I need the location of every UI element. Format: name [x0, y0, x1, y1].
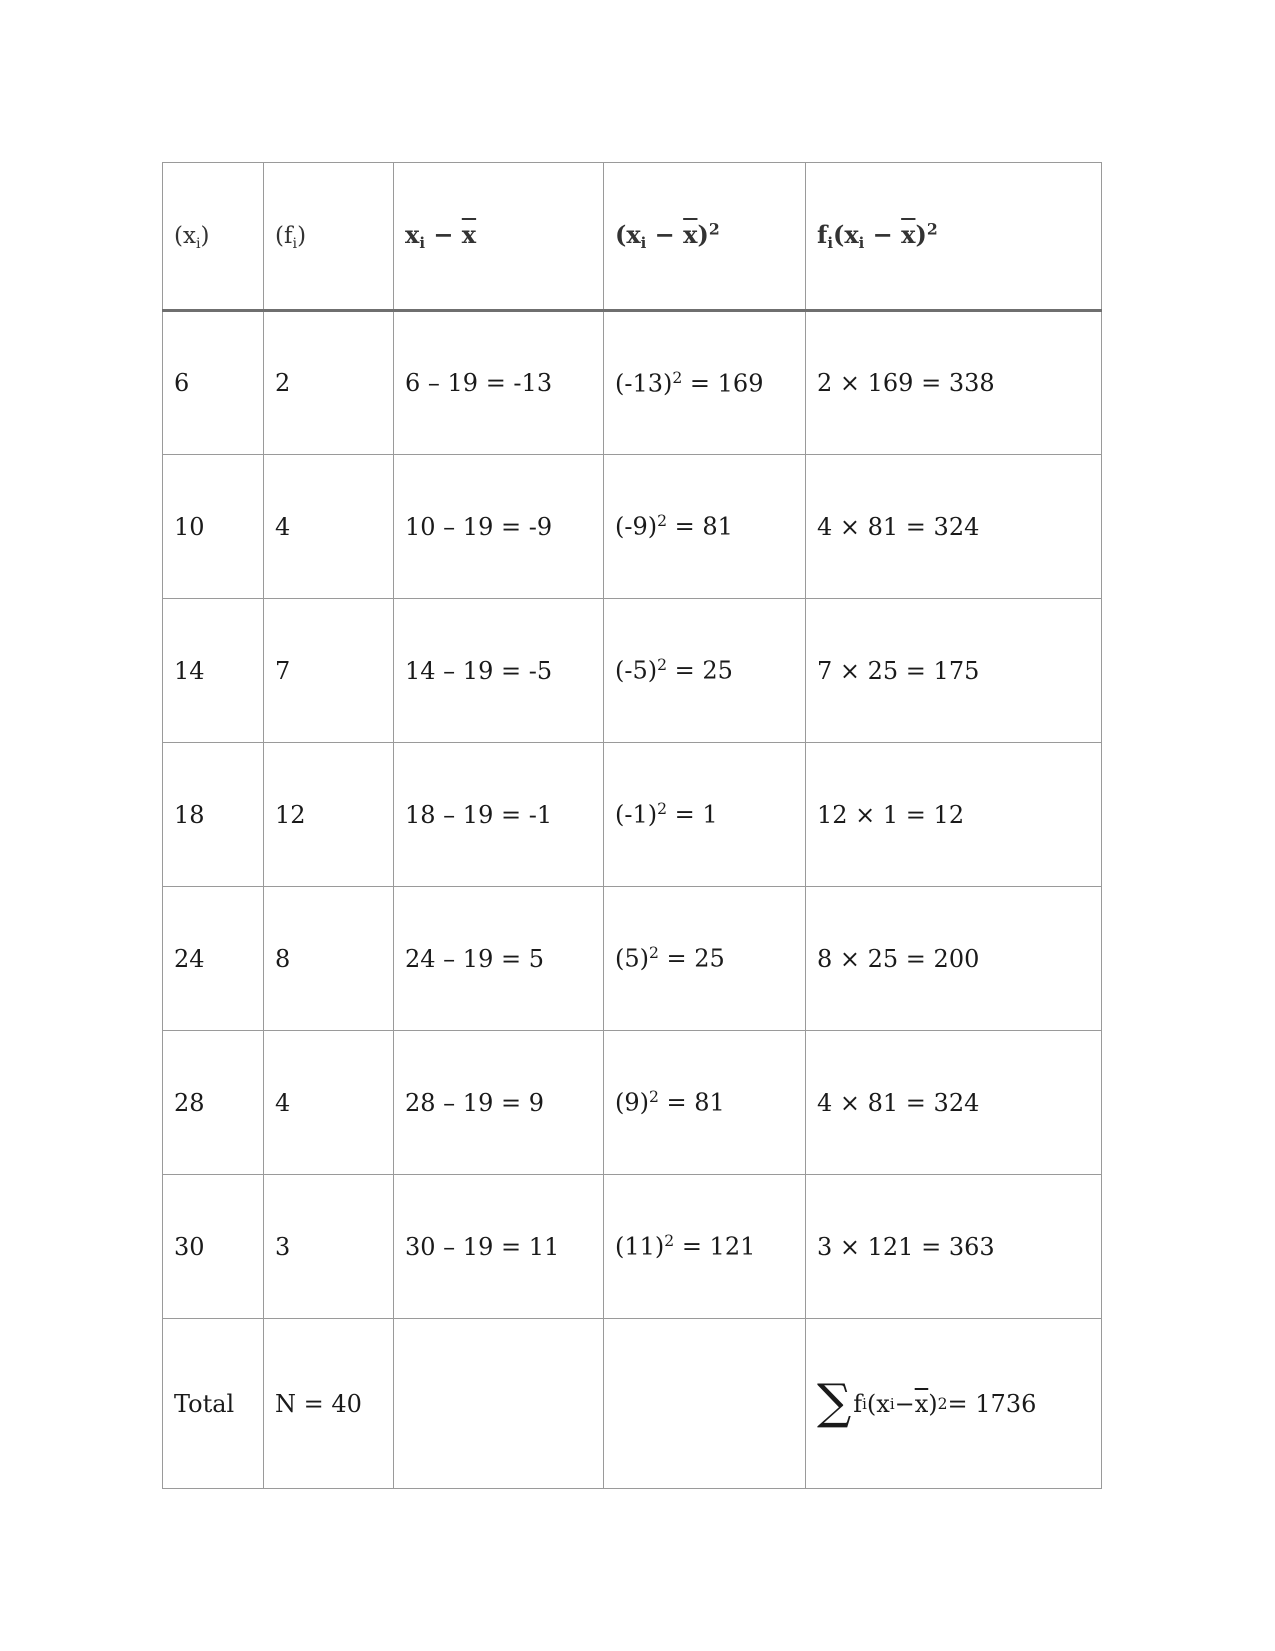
- total-n: N = 40: [264, 1319, 394, 1489]
- cell-weighted: 7 × 25 = 175: [806, 599, 1102, 743]
- cell-squared-pow: 2: [657, 512, 668, 531]
- cell-squared: [604, 1031, 806, 1175]
- header-squared-formula: [615, 219, 720, 253]
- header-weighted-formula: [817, 219, 938, 253]
- sum-f: f: [853, 1389, 863, 1418]
- sum-value: = 1736: [947, 1389, 1037, 1418]
- cell-squared-result: = 81: [667, 512, 733, 541]
- sum-xbar: $\overline{x}$: [914, 1389, 929, 1418]
- cell-x: 24: [163, 887, 264, 1031]
- cell-squared: [604, 455, 806, 599]
- cell-squared-base: (5): [615, 944, 649, 973]
- cell-squared: [604, 887, 806, 1031]
- cell-squared-pow: 2: [657, 656, 668, 675]
- cell-squared-result: = 121: [674, 1232, 756, 1261]
- cell-squared-base: (-5): [615, 656, 658, 685]
- cell-squared-pow: 2: [657, 800, 668, 819]
- cell-squared-result: = 169: [682, 369, 764, 398]
- cell-weighted: 4 × 81 = 324: [806, 455, 1102, 599]
- cell-deviation: 30 – 19 = 11: [394, 1175, 604, 1319]
- table-row: [163, 1031, 1102, 1175]
- header-fi-close: ): [297, 222, 307, 249]
- sum-x-sub: i: [889, 1394, 895, 1413]
- cell-squared-base: (-9): [615, 512, 658, 541]
- cell-x: 18: [163, 743, 264, 887]
- cell-f: 4: [264, 455, 394, 599]
- sum-pow: 2: [937, 1394, 948, 1413]
- frequency-deviation-table: [162, 162, 1102, 1489]
- header-fsq-sub: i: [858, 234, 865, 253]
- cell-x: 10: [163, 455, 264, 599]
- table-row: [163, 455, 1102, 599]
- header-sq-sub: i: [640, 234, 647, 253]
- header-fi-sub: i: [292, 235, 298, 252]
- header-fsq-close: ): [915, 220, 927, 250]
- cell-deviation: 24 – 19 = 5: [394, 887, 604, 1031]
- total-label: Total: [163, 1319, 264, 1489]
- header-fsq-open: (x: [832, 220, 859, 250]
- cell-squared: [604, 311, 806, 455]
- cell-squared-result: = 1: [667, 800, 718, 829]
- cell-squared: [604, 743, 806, 887]
- cell-f: 8: [264, 887, 394, 1031]
- cell-squared-base: (11): [615, 1232, 665, 1261]
- header-dev-x: x: [405, 219, 420, 249]
- table-row: [163, 1175, 1102, 1319]
- header-sq-minus: −: [646, 220, 684, 250]
- cell-f: 3: [264, 1175, 394, 1319]
- sum-minus: −: [894, 1389, 915, 1418]
- cell-squared-base: (-1): [615, 800, 658, 829]
- cell-deviation: 14 – 19 = -5: [394, 599, 604, 743]
- cell-squared-result: = 81: [658, 1088, 725, 1117]
- total-empty-squared: [604, 1319, 806, 1489]
- header-sq-close: ): [697, 220, 709, 250]
- cell-x: 28: [163, 1031, 264, 1175]
- cell-weighted: 4 × 81 = 324: [806, 1031, 1102, 1175]
- header-deviation-formula: [405, 219, 477, 253]
- header-fsq-xbar: $\overline{x}$: [901, 220, 916, 250]
- total-row: [163, 1319, 1102, 1489]
- sigma-icon: ∑: [817, 1373, 852, 1430]
- header-fsq-minus: −: [864, 220, 902, 250]
- header-deviation: [394, 163, 604, 311]
- cell-deviation: 6 – 19 = -13: [394, 311, 604, 455]
- header-dev-xbar: $\overline{x}$: [461, 219, 477, 249]
- table-row: [163, 311, 1102, 455]
- header-weighted-squared: [806, 163, 1102, 311]
- sum-formula: [817, 1373, 1037, 1430]
- header-dev-minus: −: [424, 219, 462, 249]
- cell-f: 12: [264, 743, 394, 887]
- header-sq-pow: 2: [708, 219, 720, 239]
- cell-weighted: 8 × 25 = 200: [806, 887, 1102, 1031]
- cell-squared: [604, 599, 806, 743]
- table-header-row: [163, 163, 1102, 311]
- header-fsq-pow: 2: [926, 219, 938, 239]
- cell-squared-pow: 2: [649, 1088, 659, 1107]
- table-row: [163, 887, 1102, 1031]
- sum-close: ): [928, 1389, 938, 1418]
- cell-f: 2: [264, 311, 394, 455]
- header-xi-open: (x: [174, 222, 196, 249]
- cell-f: 7: [264, 599, 394, 743]
- total-empty-deviation: [394, 1319, 604, 1489]
- header-sq-open: (x: [615, 220, 641, 250]
- header-sq-xbar: $\overline{x}$: [683, 220, 698, 250]
- header-squared-deviation: [604, 163, 806, 311]
- cell-squared-pow: 2: [672, 368, 683, 387]
- sum-open: (x: [866, 1389, 890, 1418]
- header-xi-label: [174, 222, 210, 252]
- cell-f: 4: [264, 1031, 394, 1175]
- header-xi-sub: i: [195, 235, 201, 252]
- cell-squared-pow: 2: [649, 944, 659, 963]
- header-dev-sub: i: [419, 234, 425, 253]
- header-fsq-fsub: i: [827, 234, 833, 253]
- header-fi-label: [275, 222, 307, 252]
- header-fsq-f: f: [817, 220, 828, 250]
- cell-squared-result: = 25: [658, 944, 725, 973]
- header-fi-open: (f: [275, 222, 293, 249]
- header-fi: [264, 163, 394, 311]
- cell-deviation: 18 – 19 = -1: [394, 743, 604, 887]
- cell-squared-pow: 2: [664, 1232, 675, 1251]
- cell-weighted: 2 × 169 = 338: [806, 311, 1102, 455]
- cell-weighted: 12 × 1 = 12: [806, 743, 1102, 887]
- header-xi: [163, 163, 264, 311]
- sum-f-sub: i: [862, 1394, 867, 1413]
- cell-squared-base: (-13): [615, 369, 673, 398]
- cell-x: 30: [163, 1175, 264, 1319]
- cell-deviation: 28 – 19 = 9: [394, 1031, 604, 1175]
- cell-x: 6: [163, 311, 264, 455]
- cell-squared-result: = 25: [667, 656, 733, 685]
- total-sum: [806, 1319, 1102, 1489]
- cell-x: 14: [163, 599, 264, 743]
- table-row: [163, 599, 1102, 743]
- cell-deviation: 10 – 19 = -9: [394, 455, 604, 599]
- cell-squared-base: (9): [615, 1088, 649, 1117]
- cell-weighted: 3 × 121 = 363: [806, 1175, 1102, 1319]
- cell-squared: [604, 1175, 806, 1319]
- header-xi-close: ): [200, 222, 210, 249]
- table-row: [163, 743, 1102, 887]
